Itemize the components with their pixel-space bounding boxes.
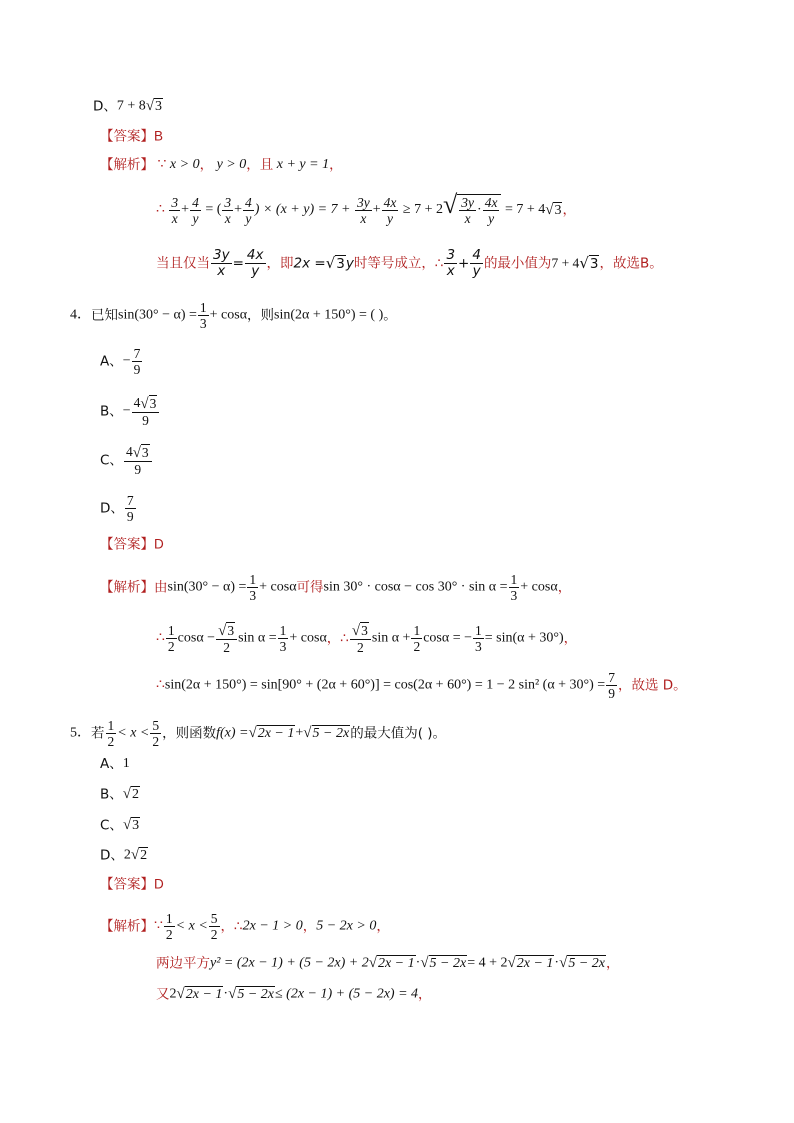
q5-option-d: D、2√2 — [100, 847, 148, 864]
fraction: $\frac{3y}{x}$ — [357, 194, 370, 226]
q5-analysis-line-1: 【解析】∵ $\frac{1}{2}$ < x < $\frac{5}{2}$ ，∴2x − 1 > 0，5 − 2x > 0， — [100, 911, 390, 942]
prev-option-d — [93, 97, 163, 116]
q4-option-b: B、− $\frac{4√3}{9}$ — [100, 395, 160, 428]
analysis-tag: 【解析】 — [100, 157, 154, 172]
q5-stem: 5．若 $\frac{1}{2}$ < x < $\frac{5}{2}$ ，则函数f(x) =√2x − 1+√5 − 2x的最大值为( )。 — [70, 718, 447, 749]
q5-option-b: B、√2 — [100, 786, 139, 803]
fraction: $\frac{3}{x}$ — [224, 194, 232, 226]
fraction: $\frac{4x}{y}$ — [383, 194, 397, 226]
q4-option-c: C、 $\frac{4√3}{9}$ — [100, 444, 153, 477]
prev-analysis-line-1: 【解析】 ∵ x > 0， y > 0，且 x + y = 1， — [100, 157, 343, 173]
q5-answer: 【答案】D — [100, 876, 164, 892]
option-label: D、 — [93, 98, 117, 115]
answer-value: B — [154, 128, 164, 144]
q5-option-c: C、√3 — [100, 817, 140, 834]
fraction: $\frac{3}{x}$ — [171, 194, 179, 226]
sqrt: √3 — [545, 201, 562, 218]
answer-tag: 【答案】 — [100, 128, 154, 144]
fraction: $\frac{4}{y}$ — [192, 194, 199, 226]
q5-option-a: A、1 — [100, 756, 130, 772]
q4-option-a: A、− $\frac{7}{9}$ — [100, 346, 141, 377]
q4-analysis-line-3: ∴sin(2α + 150°) = sin[90° + (2α + 60°)] = cos(2α + 60°) = 1 − 2 sin² (α + 30°) = $\frac{7}{9}$ ，故选 D。 — [156, 670, 687, 701]
q4-analysis-line-2: ∴ $\frac{1}{2}$ cosα − $\frac{√3}{2}$ sin α = $\frac{1}{3}$ + cosα，∴ $\frac{√3}{2}$ sin α + $\frac{1}{2}$ cosα = − $\frac{1}{3}$ = sin(α + 30°)， — [156, 622, 578, 655]
fraction: $\frac{4}{y}$ — [245, 194, 252, 226]
prev-analysis-line-2: ∴ $\frac{3}{x}$ + $\frac{4}{y}$ = ( $\frac{3}{x}$ + $\frac{4}{y}$ ) × (x + y) = 7 + $\frac{3y}{x}$ + $\frac{4x}{y}$ ≥ 7 + 2√ $\frac{3y}{x}$ · $\frac{4x}{y}$ = 7 + 4√3， — [156, 190, 576, 226]
sqrt: √ $\frac{3y}{x}$ · $\frac{4x}{y}$ — [443, 194, 501, 226]
prev-answer — [100, 127, 163, 145]
q5-analysis-line-3: 又2√2x − 1·√5 − 2x≤ (2x − 1) + (5 − 2x) = 4， — [156, 986, 432, 1003]
q4-answer: 【答案】D — [100, 536, 164, 552]
option-expr: 7 + 8 — [116, 98, 146, 114]
prev-analysis-line-3: 当且仅当 $\frac{3y}{x}$ = $\frac{4x}{y}$ ，即2x =√3y时等号成立，∴ $\frac{3}{x}$ + $\frac{4}{y}$ 的最小值为7 + 4√3，故选B。 — [156, 247, 663, 279]
sqrt: √3 — [145, 98, 163, 114]
q4-stem: 4．已知sin(30° − α) = $\frac{1}{3}$ + cosα，则sin(2α + 150°) = ( )。 — [70, 300, 397, 331]
q4-analysis-line-1: 【解析】由sin(30° − α) = $\frac{1}{3}$ + cosα可得sin 30° · cosα − cos 30° · sin α = $\frac{1}{3}$ + cosα， — [100, 572, 572, 603]
q4-option-d: D、 $\frac{7}{9}$ — [100, 493, 134, 524]
q5-analysis-line-2: 两边平方y² = (2x − 1) + (5 − 2x) + 2√2x − 1·√5 − 2x= 4 + 2√2x − 1·√5 − 2x， — [156, 955, 620, 972]
